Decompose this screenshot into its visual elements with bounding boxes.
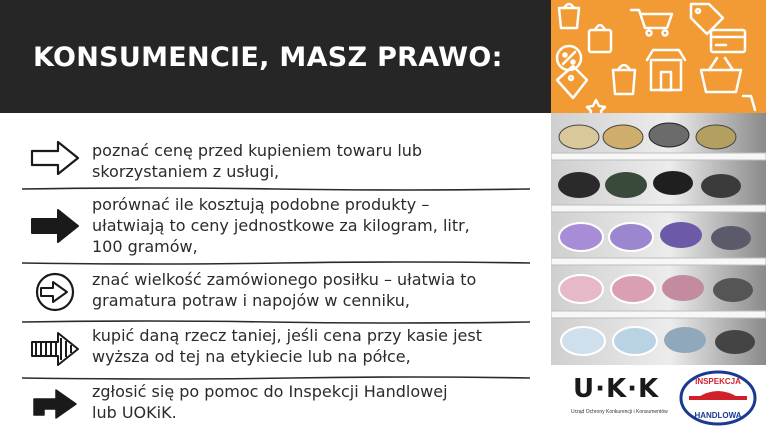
outline-arrow-icon <box>28 138 82 178</box>
store-icon <box>647 50 685 90</box>
basket-icon <box>701 58 741 92</box>
filled-arrow-icon <box>28 206 82 246</box>
shopping-bag-icon <box>559 4 579 28</box>
shopping-pattern-panel <box>551 0 766 113</box>
star-icon <box>587 100 605 113</box>
list-item-text: poznać cenę przed kupieniem towaru lub skorzystaniem z usługi, <box>92 141 423 181</box>
inspection-bottom-text: HANDLOWA <box>694 411 742 420</box>
list-item-text: porównać ile kosztują podobne produkty – ułatwiają to ceny jednostkowe za kilogram, litr, 100 gramów, <box>92 195 470 256</box>
bent-arrow-icon <box>28 383 82 423</box>
page-title: KONSUMENCIE, MASZ PRAWO: <box>33 42 503 73</box>
cart-icon <box>743 96 755 110</box>
percent-icon <box>557 46 581 70</box>
list-item <box>20 325 532 375</box>
list-item-text: kupić daną rzecz taniej, jeśli cena przy kasie jest wyższa od tej na etykiecie lub na półce, <box>92 326 482 366</box>
logos-panel <box>551 365 766 431</box>
sunglasses-display-photo <box>551 113 766 365</box>
credit-card-icon <box>711 30 745 52</box>
cart-icon <box>631 10 672 36</box>
shopping-bag-icon <box>589 25 611 52</box>
list-item-text: zgłosić się po pomoc do Inspekcji Handlowej lub UOKiK. <box>92 382 448 422</box>
rights-list <box>20 128 532 431</box>
uokik-logo-caption: Urząd Ochrony Konkurencji i Konsumentów <box>571 409 668 415</box>
list-item-text: znać wielkość zamówionego posiłku – ułatwia to gramatura potraw i napojów w cenniku, <box>92 270 477 310</box>
header-banner <box>0 0 551 113</box>
striped-arrow-icon <box>28 329 82 369</box>
list-item <box>20 266 532 319</box>
circle-arrow-icon <box>28 272 82 312</box>
list-item <box>20 381 532 431</box>
uokik-logo: U·K·K <box>573 374 660 404</box>
shopping-bag-icon <box>613 65 635 94</box>
list-item <box>20 128 532 186</box>
inspection-top-text: INSPEKCJA <box>695 377 741 386</box>
inspekcja-handlowa-logo <box>679 370 757 426</box>
list-item <box>20 192 532 260</box>
